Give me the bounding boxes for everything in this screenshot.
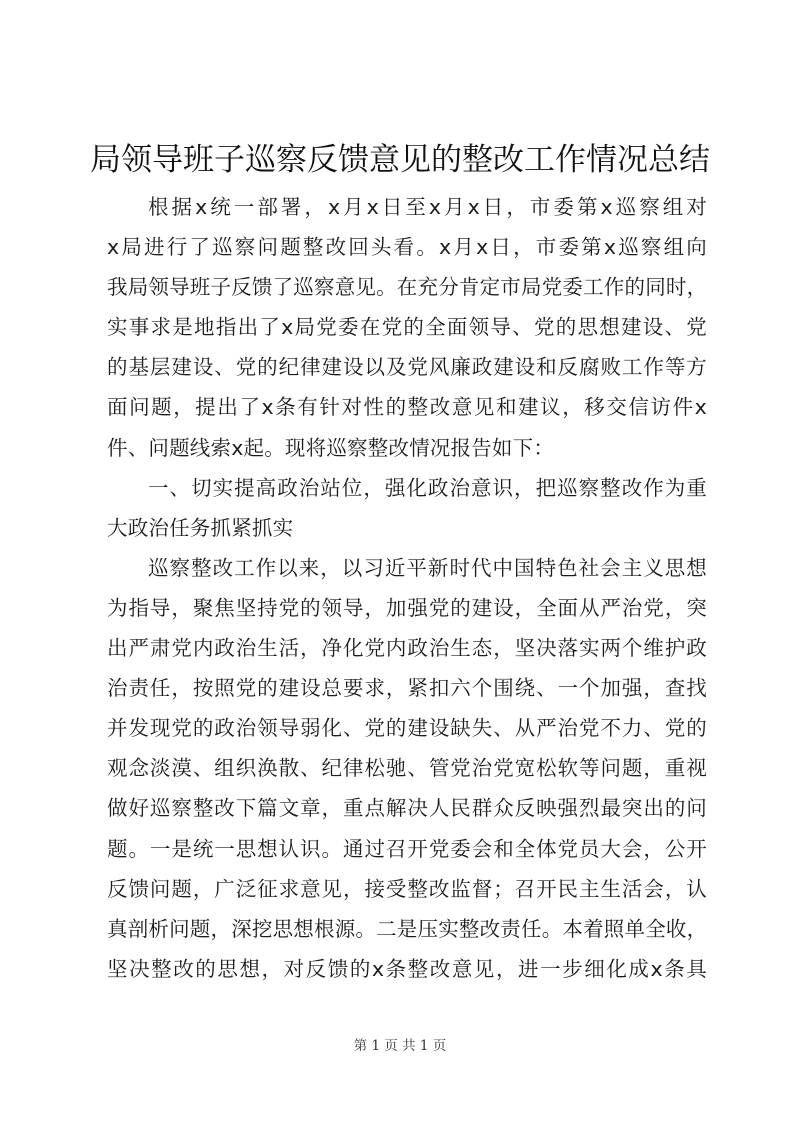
body-line: 做好巡察整改下篇文章，重点解决人民群众反映强烈最突出的问 [107,796,707,821]
document-title: 局领导班子巡察反馈意见的整改工作情况总结 [90,142,710,178]
section-heading-line: 大政治任务抓紧抓实 [107,515,294,540]
page-footer: 第 1 页 共 1 页 [353,1038,447,1054]
body-line: 坚决整改的思想，对反馈的x条整改意见，进一步细化成x条具 [107,956,707,981]
body-line: 真剖析问题，深挖思想根源。二是压实整改责任。本着照单全收， [107,916,708,941]
body-line: 出严肃党内政治生活，净化党内政治生态，坚决落实两个维护政 [107,636,707,661]
body-line: 件、问题线索x起。现将巡察整改情况报告如下： [107,435,555,460]
body-line: 的基层建设、党的纪律建设以及党风廉政建设和反腐败工作等方 [107,355,707,380]
body-line: 巡察整改工作以来，以习近平新时代中国特色社会主义思想 [148,555,707,580]
body-line: 我局领导班子反馈了巡察意见。在充分肯定市局党委工作的同时， [107,275,708,300]
body-line: 实事求是地指出了x局党委在党的全面领导、党的思想建设、党 [107,315,707,340]
body-line: 为指导，聚焦坚持党的领导，加强党的建设，全面从严治党，突 [107,595,707,620]
section-heading-line: 一、切实提高政治站位，强化政治意识，把巡察整改作为重 [148,475,707,500]
document-body [107,187,707,989]
body-line: 并发现党的政治领导弱化、党的建设缺失、从严治党不力、党的 [107,716,707,741]
body-line: 面问题，提出了x条有针对性的整改意见和建议，移交信访件x [107,395,707,420]
body-line: 观念淡漠、组织涣散、纪律松驰、管党治党宽松软等问题，重视 [107,756,707,781]
body-line: 治责任，按照党的建设总要求，紧扣六个围绕、一个加强，查找 [107,676,707,701]
body-line: x局进行了巡察问题整改回头看。x月x日，市委第x巡察组向 [107,235,707,260]
body-line: 反馈问题，广泛征求意见，接受整改监督；召开民主生活会，认 [107,876,707,901]
body-line: 根据x统一部署，x月x日至x月x日，市委第x巡察组对 [148,195,707,219]
body-line: 题。一是统一思想认识。通过召开党委会和全体党员大会，公开 [107,836,707,861]
